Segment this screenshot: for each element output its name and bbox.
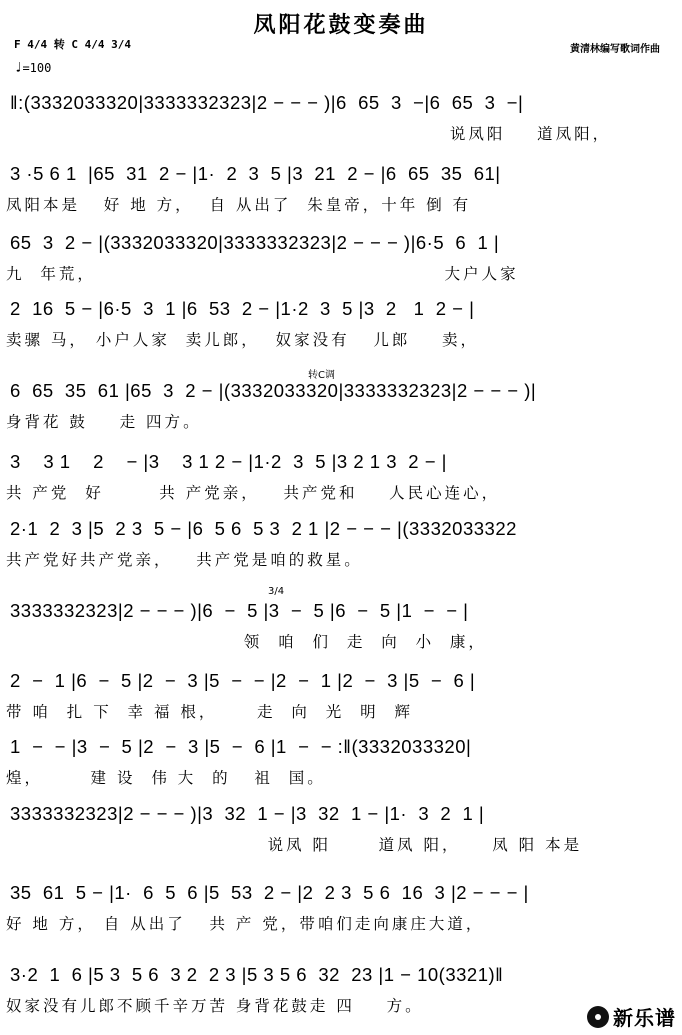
lyric-line: 带 咱 扎 下 幸 福 根， 走 向 光 明 辉 [6,703,413,721]
tempo-value: =100 [22,61,52,75]
lyric-line: 凤阳本是 好 地 方， 自 从出了 朱皇帝，十年 倒 有 [6,196,472,214]
lyric-line: 奴家没有儿郎不顾千辛万苦 身背花鼓走 四 方。 [6,997,424,1015]
record-disc-icon [587,1006,609,1028]
lyric-line: 领 咱 们 走 向 小 康， [6,633,487,651]
notation-line: 3333332323|2 − − − )|6 − 5 |3 − 5 |6 − 5 |1 − − | [10,600,469,621]
lyric-line: 好 地 方， 自 从出了 共 产 党，带咱们走向康庄大道， [6,915,485,933]
notation-line: 3 3 1 2 − |3 3 1 2 − |1·2 3 5 |3 2 1 3 2 − | [10,451,447,472]
notation-line: 3·2 1 6 |5 3 5 6 3 2 2 3 |5 3 5 6 32 23 |1 − 10(3321)‖ [10,964,504,985]
notation-line: 6 65 35 61 |65 3 2 − |(3332033320|3333332323|2 − − − )| [10,380,537,401]
lyric-line: 共 产党 好 共 产党亲， 共产党和 人民心连心， [6,484,501,502]
notation-line: 2 16 5 − |6·5 3 1 |6 53 2 − |1·2 3 5 |3 2 1 2 − | [10,298,475,319]
lyric-line: 卖骡 马， 小户人家 卖儿郎， 奴家没有 儿郎 卖， [6,331,480,349]
notation-line: 2 − 1 |6 − 5 |2 − 3 |5 − − |2 − 1 |2 − 3 |5 − 6 | [10,670,476,691]
lyric-line: 说凤阳 道凤阳， [6,125,612,143]
lyric-line: 共产党好共产党亲， 共产党是咱的救星。 [6,551,363,569]
notation-line: 3 ·5 6 1 |65 31 2 − |1· 2 3 5 |3 21 2 − |6 65 35 61| [10,163,501,184]
notation-line: 1 − − |3 − 5 |2 − 3 |5 − 6 |1 − − :‖(3332033320| [10,736,472,757]
notation-line: 35 61 5 − |1· 6 5 6 |5 53 2 − |2 2 3 5 6 16 3 |2 − − − | [10,882,529,903]
modulation-mark: 转C调 [308,370,335,381]
notation-line: 2·1 2 3 |5 2 3 5 − |6 5 6 5 3 2 1 |2 − − − |(3332033322 [10,518,517,539]
author-credit: 黄清林编写歌词作曲 [570,44,660,55]
page-title: 凤阳花鼓变奏曲 [253,12,429,38]
meter-change-mark: 3/4 [268,586,285,597]
notation-line: ‖:(3332033320|3333332323|2 − − − )|6 65 3 −|6 65 3 −| [10,92,524,113]
tempo-marking [14,60,51,76]
lyric-line: 说凤 阳 道凤 阳， 凤 阳 本是 [6,836,583,854]
key-signature: F 4/4 转 C 4/4 3/4 [14,38,131,51]
lyric-line: 身背花 鼓 走 四方。 [6,413,202,431]
logo-text: 新乐谱 [613,1006,676,1030]
notation-line: 65 3 2 − |(3332033320|3333332323|2 − − − )|6·5 6 1 | [10,232,500,253]
quarter-note-icon: ♩ [14,60,23,76]
notation-line: 3333332323|2 − − − )|3 32 1 − |3 32 1 − |1· 3 2 1 | [10,803,485,824]
lyric-line: 煌， 建 设 伟 大 的 祖 国。 [6,769,326,787]
site-logo [587,1002,676,1031]
lyric-line: 九 年荒， 大户人家 [6,265,519,283]
